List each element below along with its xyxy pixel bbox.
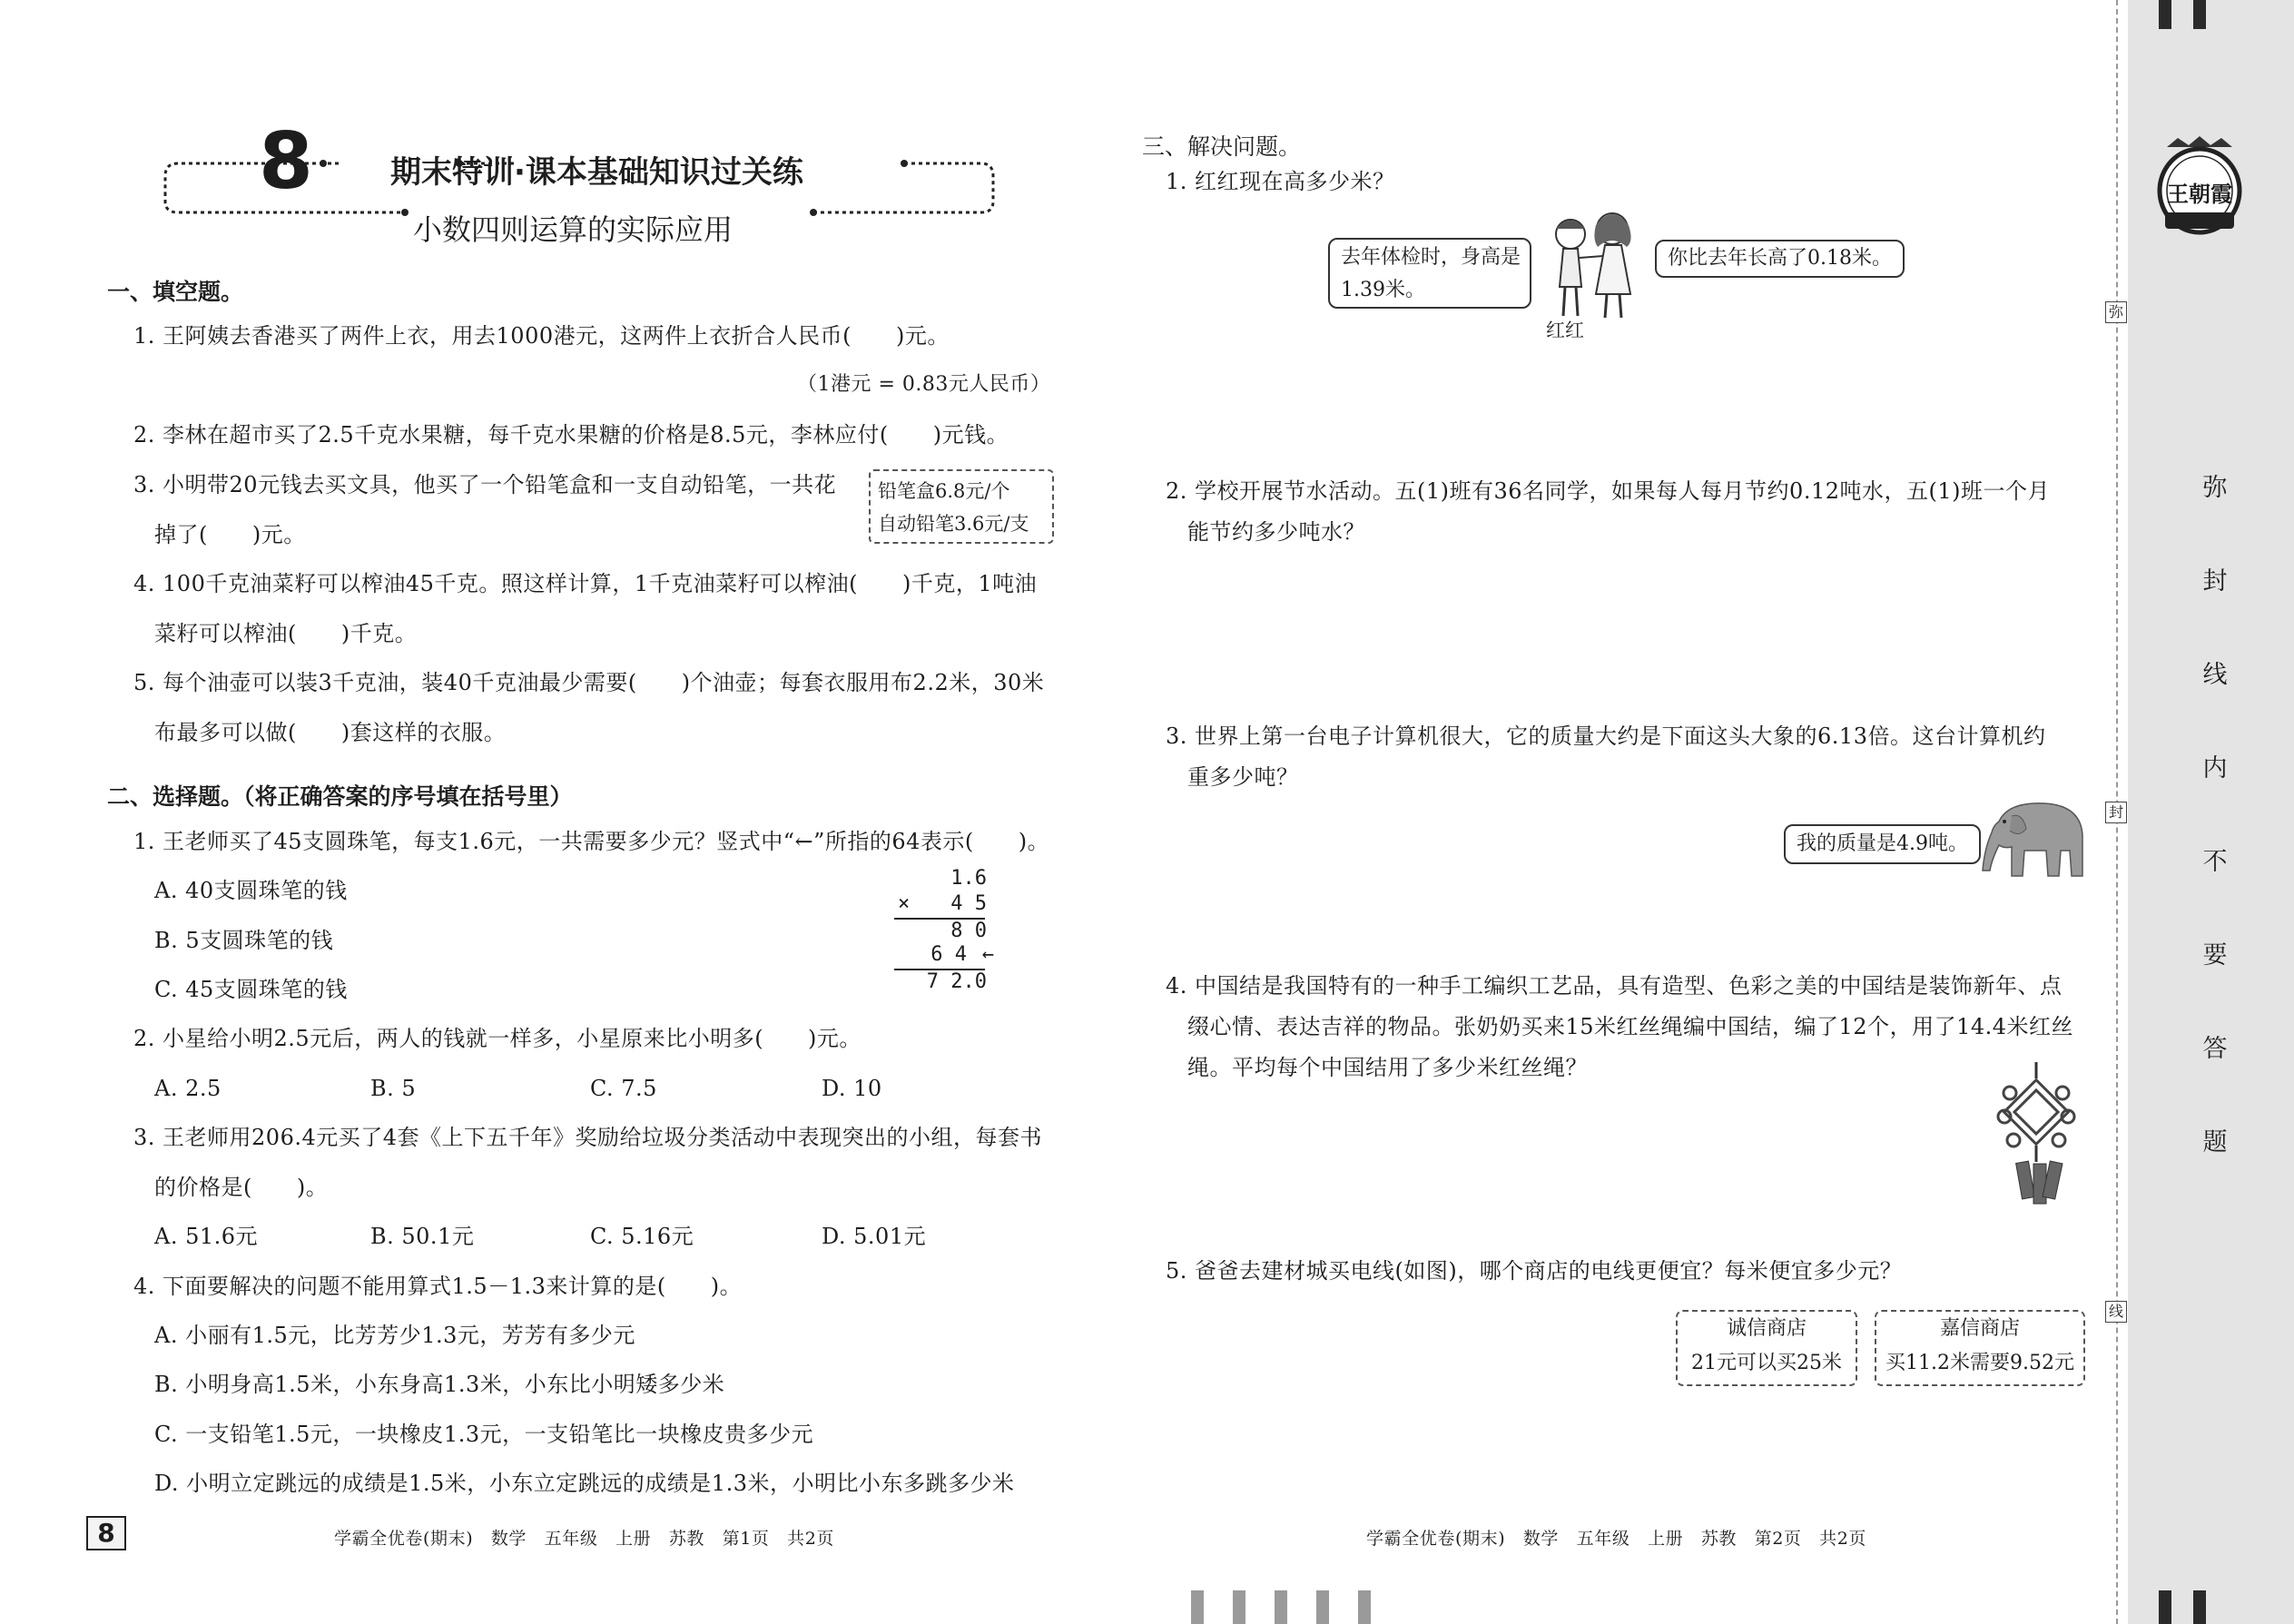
choice-q2: 2. 小星给小明2.5元后，两人的钱就一样多，小星原来比小明多( )元。 bbox=[133, 1026, 861, 1051]
brand-logo bbox=[2156, 134, 2242, 243]
choice-q3-option-b: B. 50.1元 bbox=[370, 1224, 475, 1249]
elephant-illustration bbox=[1972, 794, 2090, 881]
choice-q4-option-c: C. 一支铅笔1.5元，一块橡皮1.3元，一支铅笔比一块橡皮贵多少元 bbox=[154, 1422, 814, 1447]
choice-q2-option-c: C. 7.5 bbox=[590, 1076, 657, 1101]
choice-q1-option-a: A. 40支圆珠笔的钱 bbox=[154, 878, 348, 903]
shop1-info: 21元可以买25米 bbox=[1691, 1352, 1842, 1374]
problem-q1: 1. 红红现在高多少米？ bbox=[1166, 169, 1395, 194]
problem-q4-line1: 4. 中国结是我国特有的一种手工编织工艺品，具有造型、色彩之美的中国结是装饰新年、点 bbox=[1166, 973, 2063, 999]
left-footer: 学霸全优卷(期末) 数学 五年级 上册 苏教 第1页 共2页 bbox=[334, 1529, 835, 1549]
vertical-calculation bbox=[894, 867, 994, 993]
choice-q4-option-a: A. 小丽有1.5元，比芳芳少1.3元，芳芳有多少元 bbox=[154, 1323, 635, 1348]
last-year-height-bubble bbox=[1328, 238, 1531, 309]
seal-vertical-char-6: 要 bbox=[2202, 941, 2228, 969]
fill-q3-line2: 掉了( )元。 bbox=[154, 522, 306, 547]
shop2-name: 嘉信商店 bbox=[1939, 1317, 2020, 1340]
calc-row2: 4 5 bbox=[950, 892, 987, 915]
choice-q1: 1. 王老师买了45支圆珠笔，每支1.6元，一共需要多少元？竖式中“←”所指的64表示( )。 bbox=[133, 829, 1050, 854]
problem-q3-line2: 重多少吨？ bbox=[1187, 764, 1299, 790]
choice-q1-option-b: B. 5支圆珠笔的钱 bbox=[154, 928, 334, 953]
choice-q3-option-a: A. 51.6元 bbox=[154, 1224, 259, 1249]
calc-row1: 1.6 bbox=[950, 867, 987, 890]
seal-mark-2: 封 bbox=[2105, 802, 2127, 823]
problem-q4-line3: 绳。平均每个中国结用了多少米红丝绳？ bbox=[1187, 1055, 1588, 1080]
last-year-height-line1: 去年体检时，身高是 bbox=[1341, 246, 1521, 269]
fill-q4-line1: 4. 100千克油菜籽可以榨油45千克。照这样计算，1千克油菜籽可以榨油( )千克，1吨油 bbox=[133, 571, 1038, 596]
choice-q2-option-b: B. 5 bbox=[370, 1076, 417, 1101]
choice-q4-option-b: B. 小明身高1.5米，小东身高1.3米，小东比小明矮多少米 bbox=[154, 1372, 725, 1397]
problem-q3-line1: 3. 世界上第一台电子计算机很大，它的质量大约是下面这头大象的6.13倍。这台计算机约 bbox=[1166, 723, 2046, 749]
problem-q5: 5. 爸爸去建材城买电线(如图)，哪个商店的电线更便宜？每米便宜多少元？ bbox=[1166, 1258, 1903, 1284]
price-box bbox=[869, 469, 1054, 544]
fill-q5-line2: 布最多可以做( )套这样的衣服。 bbox=[154, 720, 507, 745]
binding-strip bbox=[2128, 0, 2294, 1624]
choice-q3-option-c: C. 5.16元 bbox=[590, 1224, 694, 1249]
header-title: 期末特训·课本基础知识过关练 bbox=[390, 154, 803, 191]
page-number: 8 bbox=[97, 1518, 115, 1548]
header-number: 8 bbox=[259, 116, 313, 207]
choice-q1-option-c: C. 45支圆珠笔的钱 bbox=[154, 977, 348, 1002]
elephant-bubble: 我的质量是4.9吨。 bbox=[1784, 824, 1981, 864]
problem-q2-line1: 2. 学校开展节水活动。五(1)班有36名同学，如果每人每月节约0.12吨水，五(1)班一个月 bbox=[1166, 478, 2050, 504]
right-footer: 学霸全优卷(期末) 数学 五年级 上册 苏教 第2页 共2页 bbox=[1366, 1529, 1867, 1549]
calc-times: × bbox=[898, 892, 911, 915]
seal-mark-1: 弥 bbox=[2105, 301, 2127, 323]
bottom-mark-4 bbox=[1316, 1590, 1329, 1624]
growth-bubble: 你比去年长高了0.18米。 bbox=[1655, 240, 1905, 278]
choice-q3-line1: 3. 王老师用206.4元买了4套《上下五千年》奖励给垃圾分类活动中表现突出的小组，每套书 bbox=[133, 1125, 1043, 1150]
calc-row4: 6 4 bbox=[930, 943, 967, 966]
shop2-box bbox=[1875, 1310, 2085, 1386]
price-box-line1: 铅笔盒6.8元/个 bbox=[878, 480, 1010, 502]
bottom-right-mark-2 bbox=[2193, 1590, 2206, 1624]
shop1-box bbox=[1676, 1310, 1857, 1386]
price-box-line2: 自动铅笔3.6元/支 bbox=[878, 513, 1029, 535]
top-mark-1 bbox=[2159, 0, 2171, 29]
brand-logo-text: 王朝霞 bbox=[2167, 181, 2232, 207]
fill-q2: 2. 李林在超市买了2.5千克水果糖，每千克水果糖的价格是8.5元，李林应付( )元钱。 bbox=[133, 422, 1009, 448]
problem-q4-line2: 缀心情、表达吉祥的物品。张奶奶买来15米红丝绳编中国结，编了12个，用了14.4米红丝 bbox=[1187, 1014, 2074, 1039]
section-fill-blank-heading: 一、填空题。 bbox=[107, 279, 244, 305]
fill-q1: 1. 王阿姨去香港买了两件上衣，用去1000港元，这两件上衣折合人民币( )元。 bbox=[133, 323, 950, 349]
fill-q4-line2: 菜籽可以榨油( )千克。 bbox=[154, 621, 418, 646]
fill-q1-note: （1港元 = 0.83元人民币） bbox=[797, 373, 1051, 396]
two-children-illustration bbox=[1543, 207, 1643, 323]
calc-row5: 7 2.0 bbox=[926, 970, 987, 993]
shop1-name: 诚信商店 bbox=[1726, 1317, 1807, 1340]
header-subtitle: 小数四则运算的实际应用 bbox=[413, 212, 733, 247]
seal-vertical-char-5: 不 bbox=[2202, 848, 2228, 876]
calc-arrow: ← bbox=[981, 943, 994, 966]
bottom-right-mark-1 bbox=[2159, 1590, 2171, 1624]
seal-vertical-char-2: 封 bbox=[2202, 567, 2228, 595]
seal-vertical-char-8: 题 bbox=[2202, 1128, 2228, 1156]
child-name-label: 红红 bbox=[1546, 320, 1584, 341]
choice-q2-option-a: A. 2.5 bbox=[154, 1076, 222, 1101]
last-year-height-line2: 1.39米。 bbox=[1341, 279, 1425, 301]
seal-mark-3: 线 bbox=[2105, 1301, 2127, 1323]
section-problem-heading: 三、解决问题。 bbox=[1142, 133, 1302, 160]
seal-vertical-char-1: 弥 bbox=[2202, 474, 2228, 502]
seal-vertical-char-3: 线 bbox=[2202, 661, 2228, 689]
choice-q3-line2: 的价格是( )。 bbox=[154, 1175, 329, 1200]
seal-vertical-char-7: 答 bbox=[2202, 1035, 2228, 1063]
section-choice-heading: 二、选择题。（将正确答案的序号填在括号里） bbox=[107, 783, 573, 810]
choice-q3-option-d: D. 5.01元 bbox=[822, 1224, 927, 1249]
bottom-mark-1 bbox=[1191, 1590, 1204, 1624]
top-mark-2 bbox=[2193, 0, 2206, 29]
fill-q3-line1: 3. 小明带20元钱去买文具，他买了一个铅笔盒和一支自动铅笔，一共花 bbox=[133, 472, 837, 497]
bottom-mark-3 bbox=[1275, 1590, 1287, 1624]
seal-vertical-char-4: 内 bbox=[2202, 754, 2228, 782]
choice-q4: 4. 下面要解决的问题不能用算式1.5－1.3来计算的是( )。 bbox=[133, 1274, 743, 1299]
page-number-badge bbox=[86, 1516, 126, 1550]
chinese-knot-illustration bbox=[1986, 1062, 2086, 1216]
problem-q2-line2: 能节约多少吨水？ bbox=[1187, 519, 1365, 545]
calc-row3: 8 0 bbox=[950, 920, 987, 942]
fill-q5-line1: 5. 每个油壶可以装3千克油，装40千克油最少需要( )个油壶；每套衣服用布2.2米，30米 bbox=[133, 670, 1045, 695]
bottom-mark-5 bbox=[1358, 1590, 1371, 1624]
choice-q4-option-d: D. 小明立定跳远的成绩是1.5米，小东立定跳远的成绩是1.3米，小明比小东多跳多少米 bbox=[154, 1471, 1015, 1496]
bottom-mark-2 bbox=[1233, 1590, 1245, 1624]
shop2-info: 买11.2米需要9.52元 bbox=[1885, 1352, 2074, 1374]
choice-q2-option-d: D. 10 bbox=[822, 1076, 882, 1101]
